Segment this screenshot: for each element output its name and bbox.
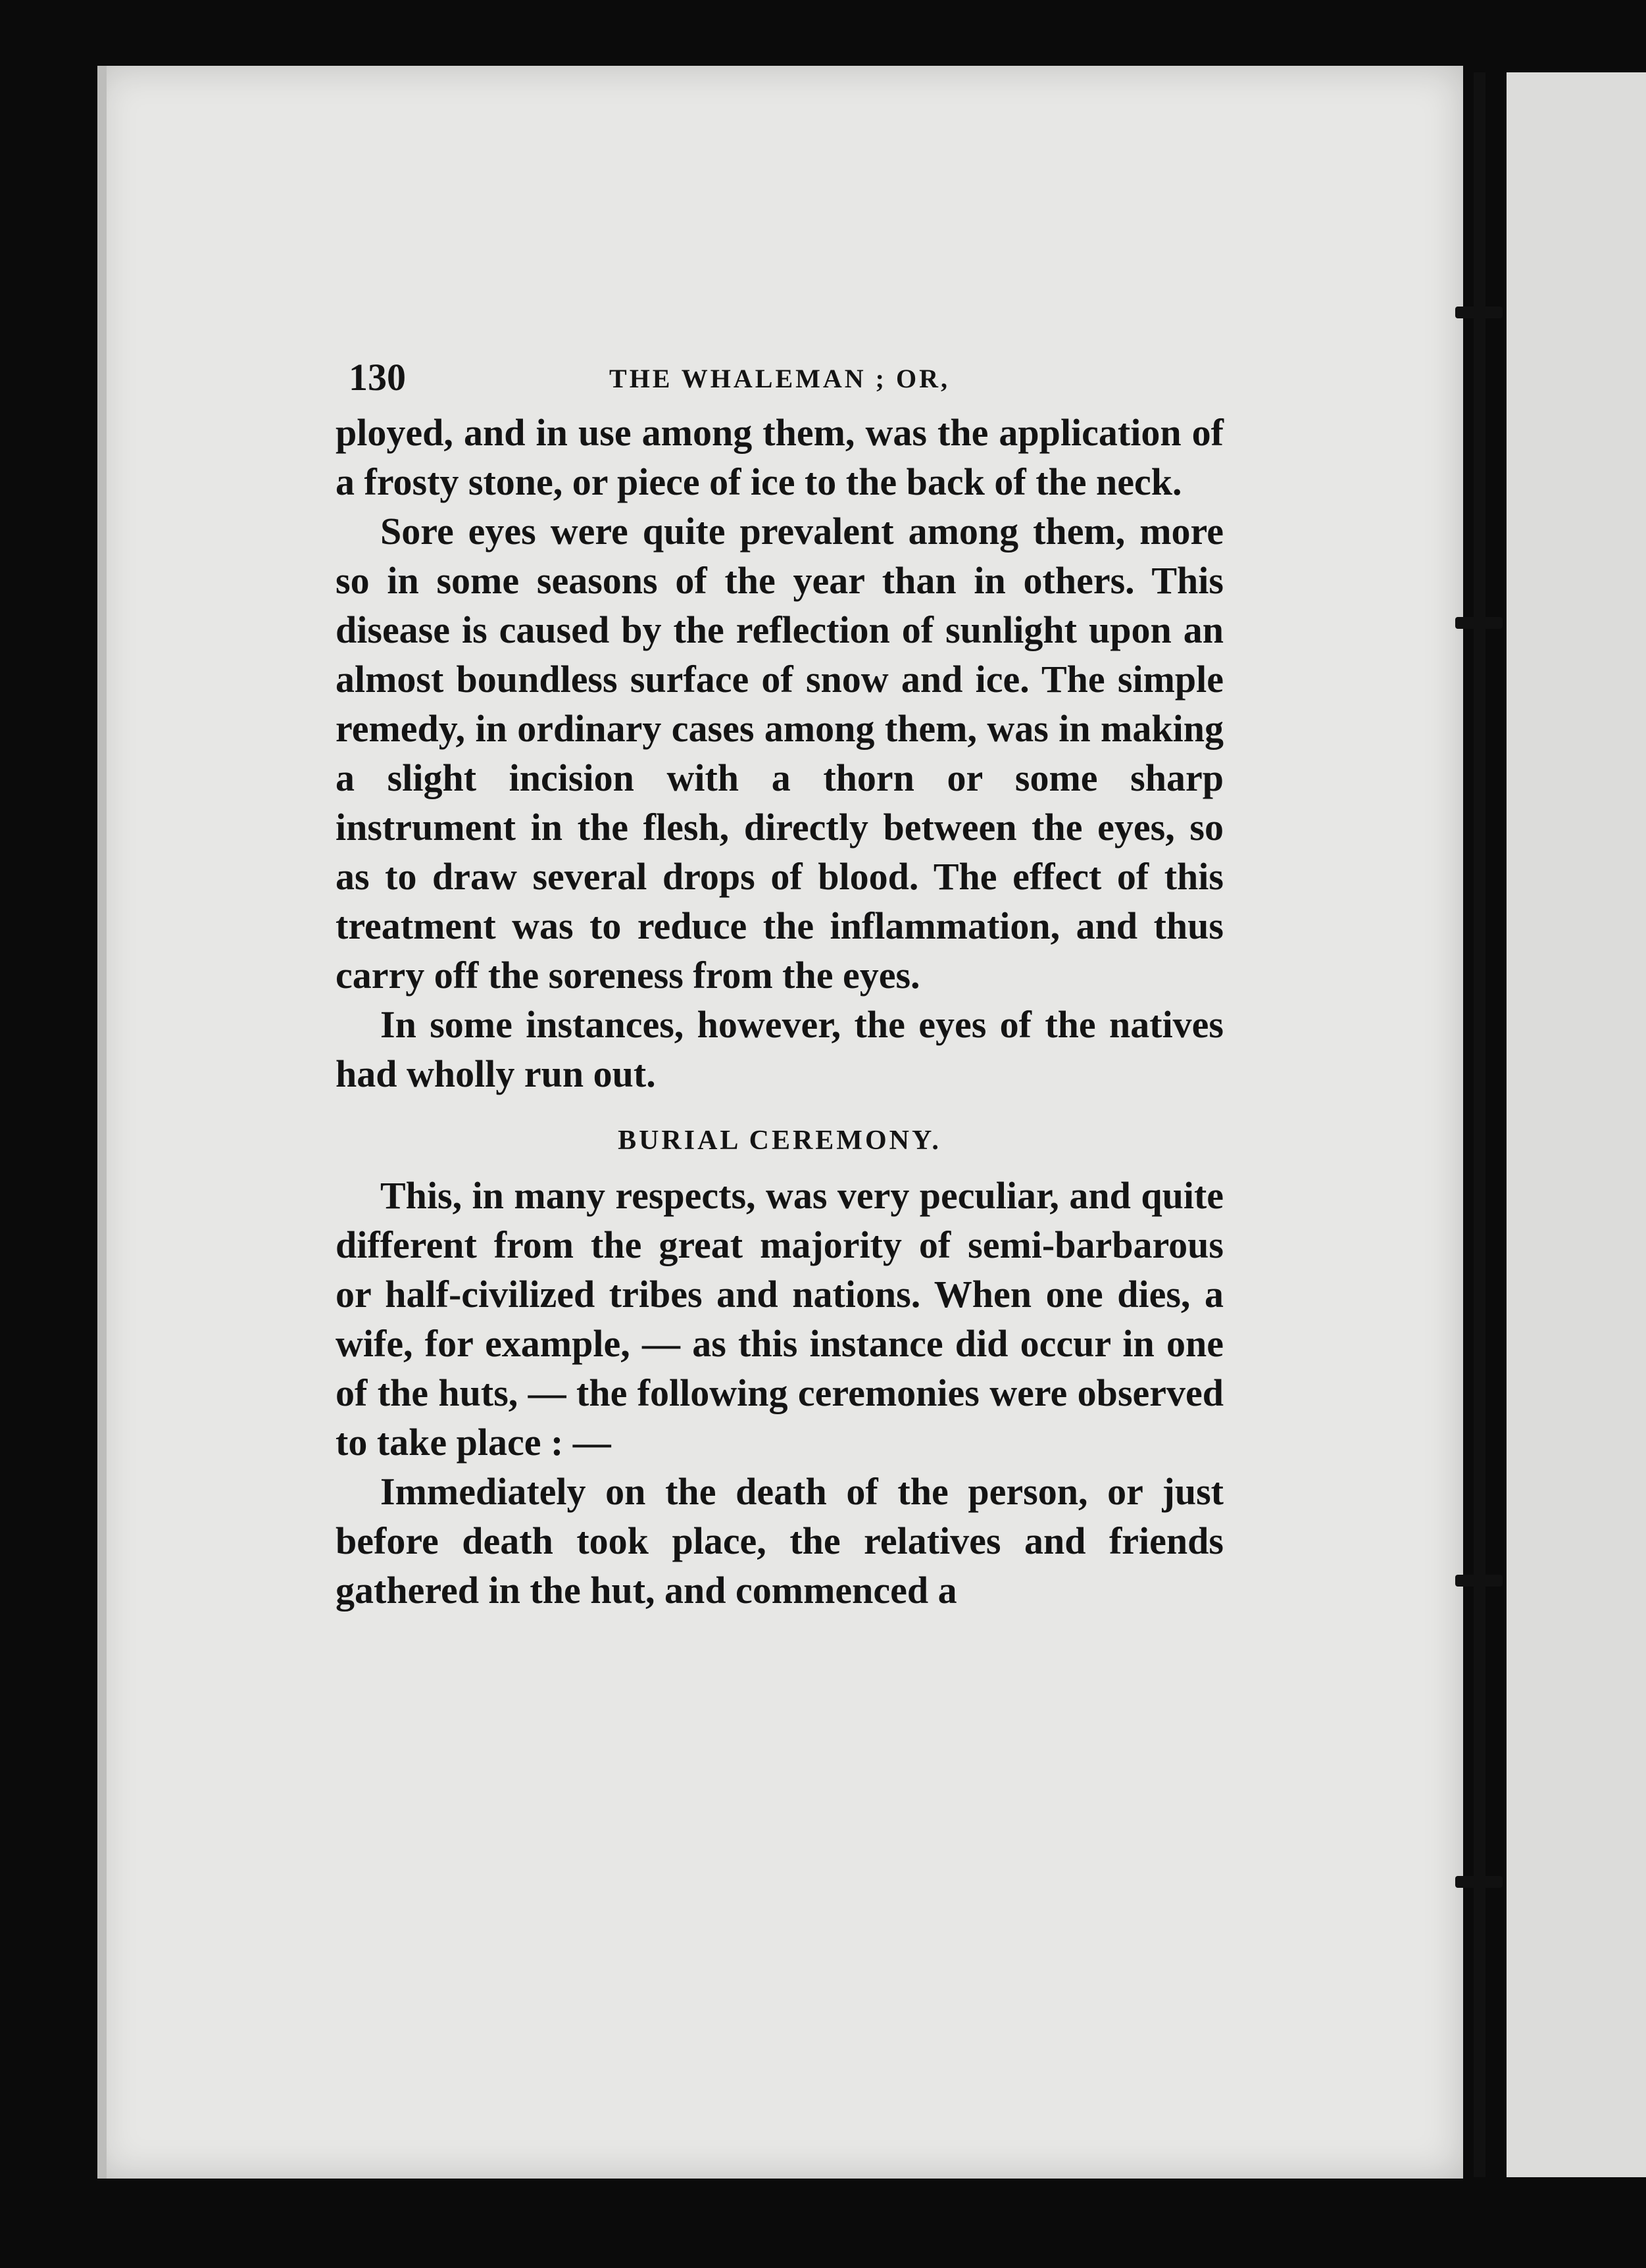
page-number: 130: [349, 356, 406, 399]
binding-stitch: [1455, 1876, 1503, 1888]
paragraph-sore-eyes: Sore eyes were quite prevalent among them, more so in some seasons of the year than in others. This disease is caused by the reflection of sunlight upon an almost boundless surface of snow and ice. The simple remedy, in ordinary cases among them, was in making a slight incision with a thorn or some sharp instrument in the flesh, directly between the eyes, so as to draw several drops of blood. The effect of this treatment was to reduce the inflammation, and thus carry off the soreness from the eyes.: [336, 510, 1224, 997]
section-heading: BURIAL CEREMONY.: [618, 1125, 941, 1156]
facing-page-edge: [1507, 72, 1646, 2177]
paragraph-continuation: ployed, and in use among them, was the application of a frosty stone, or piece of ice to the back of the neck.: [336, 411, 1224, 503]
running-title: THE WHALEMAN ; OR,: [609, 364, 950, 393]
binding-stitch: [1455, 1575, 1503, 1587]
running-head: [336, 355, 1224, 408]
book-binding: [1474, 72, 1485, 2177]
binding-stitch: [1455, 617, 1503, 629]
binding-stitch: [1455, 307, 1503, 318]
page-text-block: [336, 355, 1224, 1615]
paragraph-burial-intro: This, in many respects, was very peculiar, and quite different from the great majority of semi-barbarous or half-civilized tribes and nations. When one dies, a wife, for example, — as this instance did occur in one of the huts, — the following ceremonies were observed to take place : —: [336, 1174, 1224, 1464]
paragraph-burial-death: Immediately on the death of the person, or just before death took place, the relatives and friends gathered in the hut, and commenced a: [336, 1470, 1224, 1612]
page-left-edge: [97, 66, 107, 2179]
paragraph-eyes-run-out: In some instances, however, the eyes of the natives had wholly run out.: [336, 1003, 1224, 1095]
